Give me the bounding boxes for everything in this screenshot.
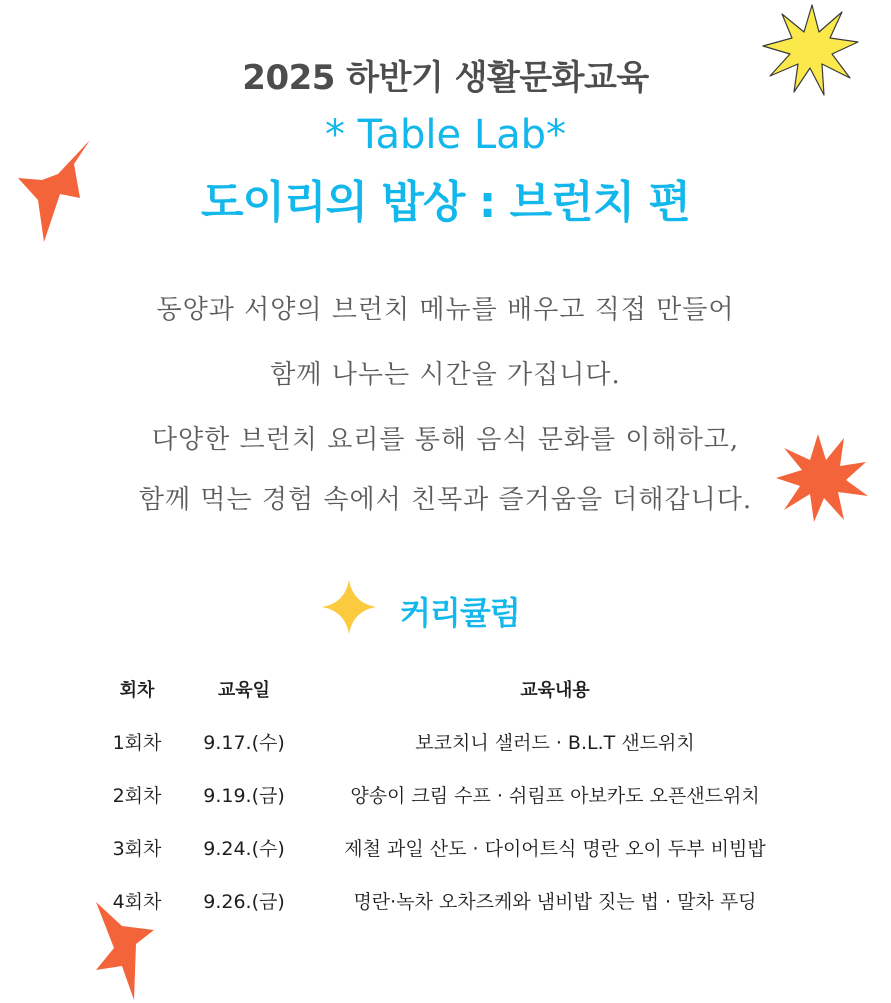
table-row [96,874,800,927]
date-cell: 9.19.(금) [203,785,285,807]
header-date: 교육일 [217,679,271,701]
table-row [96,768,800,821]
date-cell: 9.17.(수) [203,732,285,754]
table-row [96,821,800,874]
content-cell: 제철 과일 산도 · 다이어트식 명란 오이 두부 비빔밥 [344,838,766,860]
content-cell: 보코치니 샐러드 · B.L.T 샌드위치 [415,732,695,754]
header-session: 회차 [119,679,155,701]
program-title: 도이리의 밥상 : 브런치 편 [201,177,690,228]
session-cell: 4회차 [112,891,162,913]
description-line: 동양과 서양의 브런치 메뉴를 배우고 직접 만들어 [156,295,735,325]
description-line: 함께 먹는 경험 속에서 친목과 즐거움을 더해갑니다. [138,485,753,515]
description-line: 함께 나누는 시간을 가집니다. [270,360,621,390]
date-cell: 9.26.(금) [203,891,285,913]
session-cell: 3회차 [112,838,162,860]
content-cell: 명란·녹차 오차즈케와 냄비밥 짓는 법 · 말차 푸딩 [353,891,757,913]
table-row [96,715,800,768]
program-subtitle: * Table Lab* [324,112,567,158]
table-header-row [96,662,800,715]
date-cell: 9.24.(수) [203,838,285,860]
year-title: 2025 하반기 생활문화교육 [242,58,649,98]
session-cell: 1회차 [112,732,162,754]
content-cell: 양송이 크림 수프 · 쉬림프 아보카도 오픈샌드위치 [350,785,760,807]
curriculum-table [96,662,800,927]
session-cell: 2회차 [112,785,162,807]
header-content: 교육내용 [520,679,590,701]
curriculum-title: 커리큘럼 [400,594,520,632]
sparkle-star-icon [320,578,378,636]
description-line: 다양한 브런치 요리를 통해 음식 문화를 이해하고, [151,425,740,455]
